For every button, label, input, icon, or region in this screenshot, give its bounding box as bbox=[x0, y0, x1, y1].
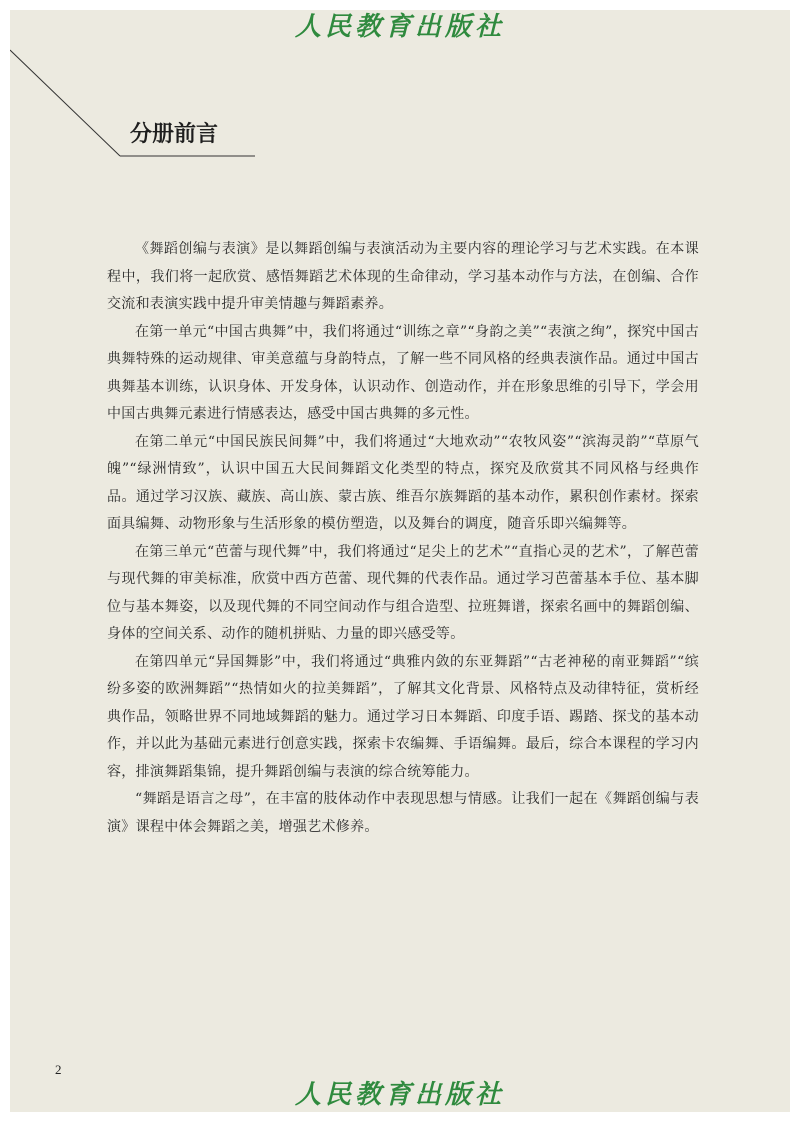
paragraph: 《舞蹈创编与表演》是以舞蹈创编与表演活动为主要内容的理论学习与艺术实践。在本课程中，我们将一起欣赏、感悟舞蹈艺术体现的生命律动，学习基本动作与方法，在创编、合作交流和表演实践中提升审美情趣与舞蹈素养。 bbox=[107, 241, 699, 312]
paragraph: 在第三单元“芭蕾与现代舞”中，我们将通过“足尖上的艺术”“直指心灵的艺术”，了解芭蕾与现代舞的审美标准，欣赏中西方芭蕾、现代舞的代表作品。通过学习芭蕾基本手位、基本脚位与基本舞姿，以及现代舞的不同空间动作与组合造型、拉班舞谱，探索名画中的舞蹈创编、身体的空间关系、动作的随机拼贴、力量的即兴感受等。 bbox=[107, 543, 699, 642]
page-number: 2 bbox=[55, 1062, 62, 1077]
publisher-logo-bottom: 人民教育出版社 bbox=[294, 1080, 505, 1110]
paragraph: “舞蹈是语言之母”，在丰富的肢体动作中表现思想与情感。让我们一起在《舞蹈创编与表演》课程中体会舞蹈之美，增强艺术修养。 bbox=[107, 791, 699, 835]
corner-decoration bbox=[10, 10, 790, 210]
document-page bbox=[10, 10, 790, 1112]
section-title: 分册前言 bbox=[130, 122, 219, 147]
paragraph: 在第四单元“异国舞影”中，我们将通过“典雅内敛的东亚舞蹈”“古老神秘的南亚舞蹈”“缤纷多姿的欧洲舞蹈”“热情如火的拉美舞蹈”，了解其文化背景、风格特点及动律特征，赏析经典作品，领略世界不同地域舞蹈的魅力。通过学习日本舞蹈、印度手语、踢踏、探戈的基本动作，并以此为基础元素进行创意实践，探索卡农编舞、手语编舞。最后，综合本课程的学习内容，排演舞蹈集锦，提升舞蹈创编与表演的综合统筹能力。 bbox=[107, 653, 699, 780]
paragraph: 在第一单元“中国古典舞”中，我们将通过“训练之章”“身韵之美”“表演之绚”，探究中国古典舞特殊的运动规律、审美意蕴与身韵特点，了解一些不同风格的经典表演作品。通过中国古典舞基本训练，认识身体、开发身体，认识动作、创造动作，并在形象思维的引导下，学会用中国古典舞元素进行情感表达，感受中国古典舞的多元性。 bbox=[107, 323, 699, 422]
paragraph: 在第二单元“中国民族民间舞”中，我们将通过“大地欢动”“农牧风姿”“滨海灵韵”“草原气魄”“绿洲情致”，认识中国五大民间舞蹈文化类型的特点，探究及欣赏其不同风格与经典作品。通过学习汉族、藏族、高山族、蒙古族、维吾尔族舞蹈的基本动作，累积创作素材。探索面具编舞、动物形象与生活形象的模仿塑造，以及舞台的调度，随音乐即兴编舞等。 bbox=[107, 433, 699, 532]
publisher-logo-top: 人民教育出版社 bbox=[294, 12, 505, 42]
preface-body bbox=[107, 236, 699, 841]
